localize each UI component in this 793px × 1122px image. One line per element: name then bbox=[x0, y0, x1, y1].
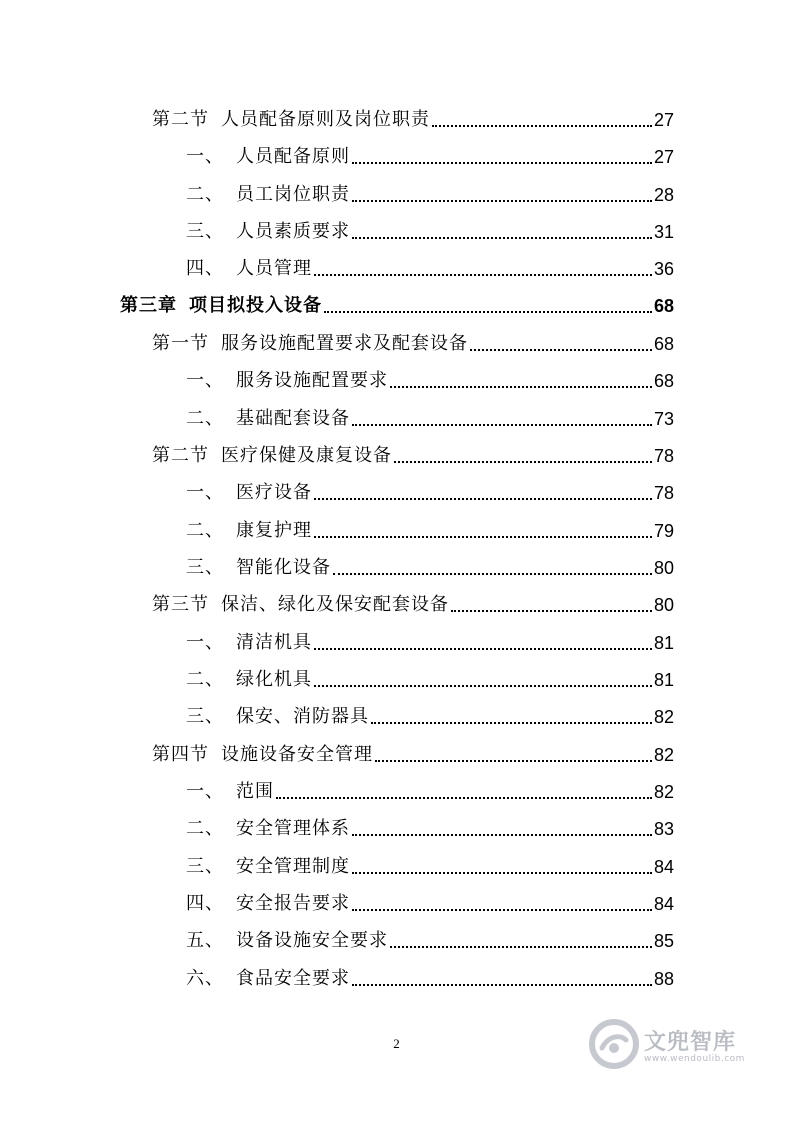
dot-leader bbox=[314, 536, 652, 538]
toc-entry-page: 27 bbox=[653, 147, 674, 167]
toc-entry-label: 三、 bbox=[186, 856, 224, 877]
dot-leader bbox=[314, 498, 652, 500]
toc-entry[interactable] bbox=[186, 183, 674, 207]
toc-entry-title: 人员配备原则及岗位职责 bbox=[221, 109, 430, 130]
dot-leader bbox=[352, 162, 652, 164]
toc-entry-label: 六、 bbox=[186, 968, 224, 989]
toc-entry-page: 84 bbox=[653, 857, 674, 877]
toc-entry-page: 82 bbox=[653, 745, 674, 765]
dot-leader bbox=[375, 760, 652, 762]
toc-entry-label: 一、 bbox=[186, 370, 224, 391]
dot-leader bbox=[276, 797, 652, 799]
dot-leader bbox=[314, 648, 652, 650]
toc-entry-page: 68 bbox=[653, 334, 674, 354]
toc-entry-title: 项目拟投入设备 bbox=[189, 295, 322, 316]
toc-entry-label: 二、 bbox=[186, 669, 224, 690]
toc-entry-title: 范围 bbox=[236, 781, 274, 802]
toc-entry-page: 80 bbox=[653, 595, 674, 615]
dot-leader bbox=[352, 909, 652, 911]
toc-entry[interactable] bbox=[186, 967, 674, 991]
toc-entry-label: 二、 bbox=[186, 184, 224, 205]
toc-entry[interactable] bbox=[186, 220, 674, 244]
watermark-logo-icon bbox=[588, 1018, 640, 1070]
toc-entry-title: 智能化设备 bbox=[236, 557, 331, 578]
toc-entry-title: 医疗保健及康复设备 bbox=[221, 445, 392, 466]
toc-entry-title: 人员配备原则 bbox=[236, 146, 350, 167]
toc-entry-title: 设施设备安全管理 bbox=[221, 744, 373, 765]
toc-entry[interactable] bbox=[186, 817, 674, 841]
dot-leader bbox=[451, 610, 652, 612]
toc-entry-title: 绿化机具 bbox=[236, 669, 312, 690]
toc-entry[interactable] bbox=[186, 631, 674, 655]
page-number: 2 bbox=[393, 1036, 400, 1051]
toc-entry[interactable] bbox=[152, 593, 674, 617]
toc-entry-label: 四、 bbox=[186, 893, 224, 914]
toc-chapter-entry[interactable] bbox=[120, 294, 674, 318]
dot-leader bbox=[314, 685, 652, 687]
toc-entry-page: 31 bbox=[653, 222, 674, 242]
watermark-url: www.wendoulib.com bbox=[644, 1053, 745, 1064]
toc-entry-title: 康复护理 bbox=[236, 520, 312, 541]
toc-entry-label: 第二节 bbox=[152, 109, 209, 130]
toc-entry-page: 84 bbox=[653, 894, 674, 914]
toc-entry[interactable] bbox=[186, 145, 674, 169]
toc-entry-page: 68 bbox=[653, 296, 674, 316]
toc-entry-title: 人员管理 bbox=[236, 258, 312, 279]
toc-entry-page: 81 bbox=[653, 633, 674, 653]
dot-leader bbox=[470, 349, 652, 351]
dot-leader bbox=[314, 274, 652, 276]
toc-entry-page: 78 bbox=[653, 446, 674, 466]
toc-entry-label: 第二节 bbox=[152, 445, 209, 466]
toc-entry[interactable] bbox=[186, 780, 674, 804]
toc-entry-label: 一、 bbox=[186, 482, 224, 503]
toc-entry[interactable] bbox=[152, 332, 674, 356]
toc-entry-label: 三、 bbox=[186, 221, 224, 242]
toc-entry-label: 三、 bbox=[186, 706, 224, 727]
toc-entry-title: 员工岗位职责 bbox=[236, 184, 350, 205]
toc-entry-page: 82 bbox=[653, 782, 674, 802]
toc-entry[interactable] bbox=[186, 705, 674, 729]
dot-leader bbox=[390, 386, 652, 388]
dot-leader bbox=[352, 200, 652, 202]
toc-entry-title: 保安、消防器具 bbox=[236, 706, 369, 727]
toc-entry-label: 第三章 bbox=[120, 295, 177, 316]
toc-entry-page: 78 bbox=[653, 483, 674, 503]
dot-leader bbox=[352, 872, 652, 874]
toc-entry[interactable] bbox=[152, 743, 674, 767]
toc-entry-label: 三、 bbox=[186, 557, 224, 578]
toc-entry-page: 68 bbox=[653, 371, 674, 391]
toc-entry[interactable] bbox=[186, 519, 674, 543]
toc-entry-title: 设备设施安全要求 bbox=[236, 930, 388, 951]
dot-leader bbox=[324, 311, 652, 313]
toc-entry-title: 服务设施配置要求 bbox=[236, 370, 388, 391]
toc-entry-label: 一、 bbox=[186, 146, 224, 167]
toc-entry-label: 二、 bbox=[186, 520, 224, 541]
toc-entry-page: 82 bbox=[653, 707, 674, 727]
toc-entry-title: 安全管理体系 bbox=[236, 818, 350, 839]
toc-entry-label: 第一节 bbox=[152, 333, 209, 354]
toc-entry[interactable] bbox=[186, 668, 674, 692]
dot-leader bbox=[352, 424, 652, 426]
toc-entry-label: 五、 bbox=[186, 930, 224, 951]
toc-entry-page: 27 bbox=[653, 110, 674, 130]
toc-entry-label: 一、 bbox=[186, 632, 224, 653]
toc-entry-title: 基础配套设备 bbox=[236, 408, 350, 429]
toc-entry-label: 第四节 bbox=[152, 744, 209, 765]
dot-leader bbox=[371, 722, 652, 724]
watermark-name: 文兜智库 bbox=[644, 1029, 737, 1055]
toc-entry-label: 二、 bbox=[186, 408, 224, 429]
toc-entry[interactable] bbox=[186, 257, 674, 281]
toc-entry-page: 73 bbox=[653, 409, 674, 429]
toc-entry[interactable] bbox=[152, 108, 674, 132]
toc-entry-page: 28 bbox=[653, 185, 674, 205]
dot-leader bbox=[432, 125, 652, 127]
toc-entry-page: 83 bbox=[653, 819, 674, 839]
toc-entry[interactable] bbox=[186, 369, 674, 393]
toc-entry-label: 二、 bbox=[186, 818, 224, 839]
toc-entry-title: 医疗设备 bbox=[236, 482, 312, 503]
toc-entry-title: 安全管理制度 bbox=[236, 856, 350, 877]
toc-entry-title: 服务设施配置要求及配套设备 bbox=[221, 333, 468, 354]
dot-leader bbox=[394, 461, 652, 463]
toc-entry[interactable] bbox=[186, 929, 674, 953]
toc-entry-title: 人员素质要求 bbox=[236, 221, 350, 242]
toc-entry-page: 36 bbox=[653, 259, 674, 279]
dot-leader bbox=[333, 573, 652, 575]
toc-entry-label: 四、 bbox=[186, 258, 224, 279]
toc-entry-title: 保洁、绿化及保安配套设备 bbox=[221, 594, 449, 615]
toc-entry[interactable] bbox=[186, 407, 674, 431]
dot-leader bbox=[352, 237, 652, 239]
dot-leader bbox=[352, 834, 652, 836]
toc-entry[interactable] bbox=[186, 556, 674, 580]
toc-entry-page: 79 bbox=[653, 521, 674, 541]
toc-entry-page: 81 bbox=[653, 670, 674, 690]
dot-leader bbox=[352, 984, 652, 986]
toc-entry[interactable] bbox=[186, 855, 674, 879]
watermark bbox=[588, 1016, 788, 1072]
toc-entry-label: 一、 bbox=[186, 781, 224, 802]
toc-entry[interactable] bbox=[186, 481, 674, 505]
dot-leader bbox=[390, 946, 652, 948]
toc-entry[interactable] bbox=[186, 892, 674, 916]
toc-entry-title: 清洁机具 bbox=[236, 632, 312, 653]
toc-entry-title: 食品安全要求 bbox=[236, 968, 350, 989]
toc-entry-title: 安全报告要求 bbox=[236, 893, 350, 914]
toc-entry[interactable] bbox=[152, 444, 674, 468]
toc-entry-page: 88 bbox=[653, 969, 674, 989]
toc-entry-label: 第三节 bbox=[152, 594, 209, 615]
toc-entry-page: 85 bbox=[653, 931, 674, 951]
toc-entry-page: 80 bbox=[653, 558, 674, 578]
